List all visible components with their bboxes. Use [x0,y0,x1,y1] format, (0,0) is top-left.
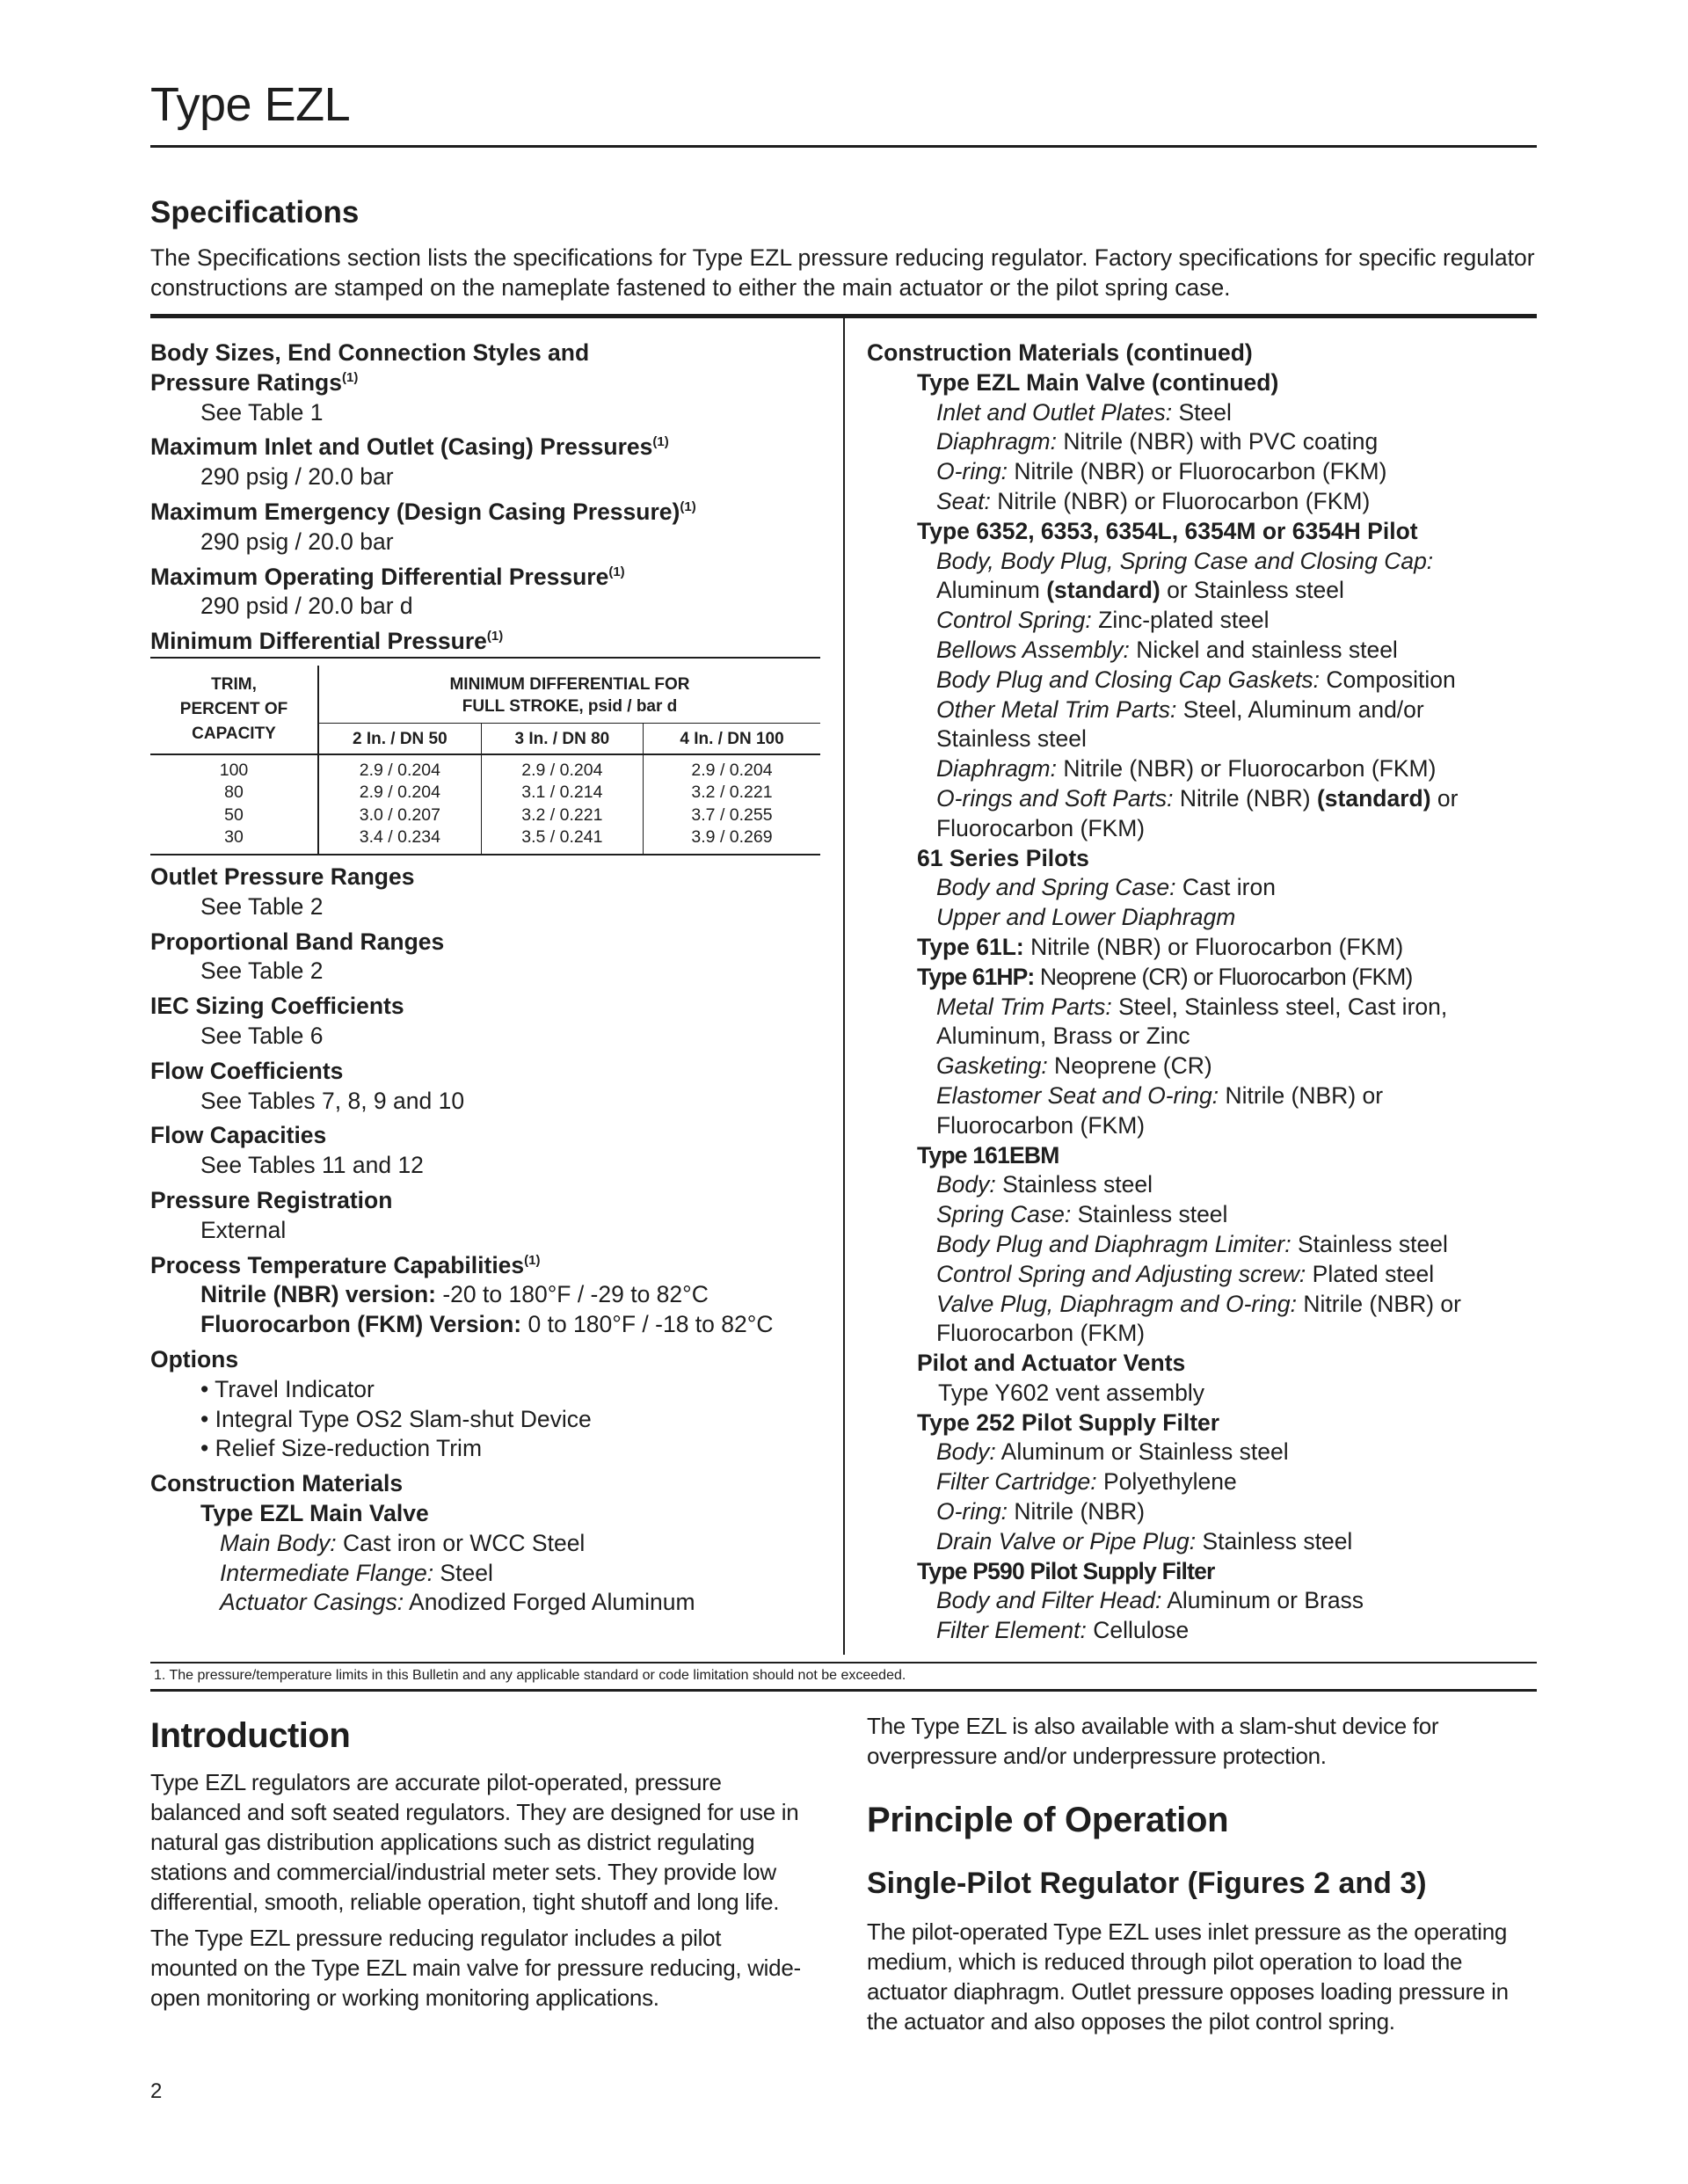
material-label: Gasketing: [936,1052,1048,1080]
spec-label: Nitrile (NBR) version: [200,1281,436,1308]
material-item [867,1230,1535,1260]
spec-heading-min-differential [150,627,827,657]
spec-subheading-252-filter: Type 252 Pilot Supply Filter [917,1409,1220,1436]
group-header [318,666,820,724]
material-value: Steel, Stainless steel, Cast iron, [1111,993,1448,1020]
material-value: Cast iron or WCC Steel [336,1529,586,1556]
spec-heading-text: Minimum Differential Pressure [150,628,487,655]
spec-text: 0 to 180°F / -18 to 82°C [521,1311,774,1338]
value-cell: 2.9 / 0.204 [318,782,481,804]
material-label: Type 61HP: [917,963,1035,990]
spec-heading-pressure-registration: Pressure Registration [150,1186,393,1213]
table-header-row [150,666,820,724]
material-label: Control Spring: [936,607,1092,634]
footnote-rule-bottom [150,1689,1537,1692]
footnote-ref: (1) [524,1252,541,1268]
material-item [867,1290,1535,1320]
spec-value: 290 psig / 20.0 bar [200,463,394,491]
value-cell: 3.9 / 0.269 [644,826,820,855]
material-item [867,1438,1535,1467]
value-cell: 3.2 / 0.221 [481,804,643,827]
material-item: Fluorocarbon (FKM) [936,814,1146,841]
spec-heading-text: Pressure Ratings [150,368,342,396]
option-item: • Travel Indicator [200,1375,375,1402]
material-item [867,695,1535,725]
spec-heading-body-sizes [150,339,827,398]
material-label: Body, Body Plug, Spring Case and Closing Cap: [936,547,1434,574]
material-label: Spring Case: [936,1201,1072,1228]
min-differential-table-wrap [150,657,820,855]
material-item: Fluorocarbon (FKM) [936,1111,1146,1139]
single-pilot-heading: Single-Pilot Regulator (Figures 2 and 3) [867,1867,1427,1900]
trim-cell: 50 [150,804,318,827]
spec-heading-temperature [150,1251,827,1281]
trim-cell: 80 [150,782,318,804]
material-item [867,1052,1535,1081]
material-label: Bellows Assembly: [936,636,1130,663]
spec-subheading-main-valve-cont: Type EZL Main Valve (continued) [917,368,1279,396]
material-value: Stainless steel [1071,1201,1228,1228]
material-item [867,666,1535,695]
option-item: • Integral Type OS2 Slam-shut Device [200,1405,592,1432]
material-value: or Stainless steel [1160,577,1344,604]
spec-value: 290 psid / 20.0 bar d [200,593,413,620]
spec-value-nbr [150,1280,827,1310]
material-item [150,1559,827,1589]
value-cell: 3.1 / 0.214 [481,782,643,804]
spec-value: 290 psig / 20.0 bar [200,528,394,555]
spec-value: See Tables 7, 8, 9 and 10 [200,1087,465,1114]
material-label: Body and Filter Head: [936,1587,1162,1614]
principle-paragraph: The pilot-operated Type EZL uses inlet pressure as the operating medium, which is reduced through pilot operation to load the actuator diaphragm. Outlet pressure opposes loading pressure in the actuator and also opposes the pilot control spring. [867,1918,1509,2035]
material-item [867,606,1535,636]
material-label: Control Spring and Adjusting screw: [936,1260,1306,1287]
spec-heading-proportional-band: Proportional Band Ranges [150,928,445,955]
material-item [867,754,1535,784]
spec-label: Fluorocarbon (FKM) Version: [200,1311,522,1338]
material-item [867,1200,1535,1230]
value-cell: 3.2 / 0.221 [691,783,773,803]
spec-subheading-161ebm: Type 161EBM [917,1141,1059,1168]
spec-heading-text: Body Sizes, End Connection Styles and [150,339,590,366]
spec-value: See Table 1 [200,398,324,426]
spec-heading-text: Maximum Operating Differential Pressure [150,563,609,590]
material-value: (standard) [1046,577,1160,604]
material-label: Filter Cartridge: [936,1468,1097,1496]
material-item [867,636,1535,666]
spec-heading-text: Maximum Emergency (Design Casing Pressure) [150,498,680,525]
value-cell: 2.9 / 0.204 [481,754,643,783]
material-item: Type Y602 vent assembly [938,1379,1204,1406]
spec-subheading-635x-pilot: Type 6352, 6353, 6354L, 6354M or 6354H Pilot [917,517,1418,544]
spec-value: See Table 2 [200,957,324,985]
material-label: Body: [936,1171,996,1198]
material-item [867,1586,1535,1616]
material-item [867,547,1535,577]
introduction-paragraph: The Type EZL pressure reducing regulator includes a pilot mounted on the Type EZL main valve for pressure reducing, wide-open monitoring or working monitoring applications. [150,1925,801,2011]
spec-heading-options: Options [150,1345,239,1372]
material-value: Anodized Forged Aluminum [404,1589,695,1616]
footnote-ref: (1) [680,499,696,515]
table-row [150,804,820,827]
material-value: Stainless steel [995,1171,1153,1198]
material-value: Stainless steel [1291,1230,1448,1257]
material-value: Zinc-plated steel [1091,607,1270,634]
material-label: Body and Spring Case: [936,874,1176,901]
spec-heading-text: Maximum Inlet and Outlet (Casing) Pressures [150,433,653,461]
material-label: Actuator Casings: [220,1589,404,1616]
material-value: Nitrile (NBR) [1008,1498,1146,1525]
material-value: Cast iron [1175,874,1276,901]
material-item [867,903,1535,933]
spec-value: See Table 6 [200,1022,324,1049]
spec-heading-max-emergency [150,498,827,528]
material-value: Composition [1320,666,1456,693]
introduction-paragraph: The Type EZL is also available with a slam-shut device for overpressure and/or underpressure protection. [867,1713,1439,1769]
material-label: Type 61L: [917,933,1024,960]
header-text: MINIMUM DIFFERENTIAL FOR [449,674,690,694]
footnote-ref: (1) [341,369,359,385]
material-item [867,963,1535,993]
material-value: Nitrile (NBR) or [1296,1290,1461,1317]
material-item: Stainless steel [936,725,1087,753]
spec-text: -20 to 180°F / -29 to 82°C [435,1281,709,1308]
size-header: 4 In. / DN 100 [644,724,820,754]
material-label: Inlet and Outlet Plates: [936,398,1173,426]
spec-subheading-main-valve: Type EZL Main Valve [200,1499,429,1526]
material-item [867,576,1535,606]
material-item: Aluminum, Brass or Zinc [936,1023,1190,1050]
specifications-heading: Specifications [150,195,360,229]
option-item: • Relief Size-reduction Trim [200,1435,483,1462]
spec-subheading-vents: Pilot and Actuator Vents [917,1350,1186,1377]
spec-heading-max-operating [150,563,827,593]
principle-heading: Principle of Operation [867,1801,1229,1839]
footnote-ref: (1) [608,564,625,579]
material-label: Body Plug and Diaphragm Limiter: [936,1230,1291,1257]
material-label: Other Metal Trim Parts: [936,695,1177,723]
material-value: Nitrile (NBR) or [1219,1081,1384,1109]
material-value: Nitrile (NBR) or Fluorocarbon (FKM) [1023,933,1404,960]
spec-value: See Table 2 [200,892,324,920]
material-label: Drain Valve or Pipe Plug: [936,1527,1197,1554]
footnote: 1. The pressure/temperature limits in this Bulletin and any applicable standard or code limitation should not be exceeded. [154,1668,906,1683]
size-header: 2 In. / DN 50 [318,724,481,754]
material-label: Valve Plug, Diaphragm and O-ring: [936,1290,1297,1317]
footnote-ref: (1) [486,629,504,644]
value-cell: 2.9 / 0.204 [691,760,773,780]
material-label: Metal Trim Parts: [936,993,1112,1020]
spec-heading-iec: IEC Sizing Coefficients [150,993,404,1020]
header-text: CAPACITY [192,724,276,743]
trim-cell: 30 [150,826,318,855]
size-header: 3 In. / DN 80 [481,724,643,754]
material-item [867,1260,1535,1290]
page-title: Type EZL [150,78,351,131]
material-value: Aluminum or Brass [1161,1587,1364,1614]
spec-heading-max-inlet [150,433,827,462]
material-item [867,1467,1535,1497]
material-item [150,1588,827,1618]
material-label: Seat: [936,487,991,514]
spec-value-fkm [150,1310,827,1340]
table-row [150,826,820,855]
material-value: Nitrile (NBR) [1173,784,1317,812]
material-item [867,1616,1535,1646]
spec-heading-flow-capacities: Flow Capacities [150,1122,327,1149]
value-cell: 3.4 / 0.234 [318,826,481,855]
material-label: Body Plug and Closing Cap Gaskets: [936,666,1321,693]
table-row [150,782,820,804]
material-label: Upper and Lower Diaphragm [936,904,1236,931]
footnote-rule-top [150,1662,1537,1663]
material-label: Filter Element: [936,1617,1087,1644]
header-text: FULL STROKE, psid / bar d [462,696,678,716]
spec-subheading-61-series: 61 Series Pilots [917,844,1089,871]
material-item [150,1529,827,1559]
material-label: Diaphragm: [936,755,1057,783]
material-label: Intermediate Flange: [220,1559,434,1586]
value-cell: 2.9 / 0.204 [318,754,481,783]
material-value: Aluminum [936,577,1047,604]
spec-heading-construction-cont: Construction Materials (continued) [867,339,1253,366]
material-value: Nitrile (NBR) or Fluorocarbon (FKM) [990,487,1371,514]
material-value: Polyethylene [1096,1468,1237,1496]
page-number: 2 [150,2079,163,2103]
spec-heading-flow-coefficients: Flow Coefficients [150,1057,344,1084]
material-item [867,1497,1535,1527]
material-item [867,1527,1535,1557]
material-item [867,1081,1535,1111]
value-cell: 3.0 / 0.207 [318,804,481,827]
material-item [867,398,1535,428]
spec-subheading-p590-filter: Type P590 Pilot Supply Filter [917,1557,1215,1584]
introduction-paragraph: Type EZL regulators are accurate pilot-operated, pressure balanced and soft seated regulators. They are designed for use in natural gas distribution applications such as district regulating stations and commercial/industrial meter sets. They provide low differential, smooth, reliable operation, tight shutoff and long life. [150,1769,799,1915]
material-value: Steel, Aluminum and/or [1176,695,1424,723]
specs-left-column [150,339,827,1618]
specs-right-column [867,339,1535,1646]
material-value: Nickel and stainless steel [1129,636,1398,663]
material-label: Elastomer Seat and O-ring: [936,1081,1219,1109]
specifications-intro: The Specifications section lists the specifications for Type EZL pressure reducing regulator. Factory specifications for specific regulator constructions are stamped on the nameplate fastened to either the main actuator or the pilot spring case. [150,244,1535,301]
material-value: Steel [433,1559,493,1586]
header-text: PERCENT OF [179,699,288,718]
material-value: (standard) [1316,784,1431,812]
material-value: Steel [1172,398,1232,426]
value-cell: 3.7 / 0.255 [691,804,773,825]
trim-cell: 100 [150,754,318,783]
introduction-heading: Introduction [150,1716,351,1755]
material-label: O-ring: [936,458,1008,485]
material-label: O-ring: [936,1498,1008,1525]
spec-value: See Tables 11 and 12 [200,1152,424,1179]
material-value: Aluminum or Stainless steel [995,1438,1289,1466]
material-value: Stainless steel [1196,1527,1353,1554]
material-label: Diaphragm: [936,428,1057,455]
material-item [867,427,1535,457]
material-item [867,784,1535,814]
material-item [867,457,1535,487]
material-value: Nitrile (NBR) with PVC coating [1056,428,1379,455]
material-label: Main Body: [220,1529,337,1556]
material-value: Nitrile (NBR) or Fluorocarbon (FKM) [1008,458,1387,485]
material-item [867,487,1535,517]
document-page [150,0,1537,2184]
trim-header [150,666,318,754]
value-cell: 3.5 / 0.241 [481,826,643,855]
material-value: or [1430,784,1459,812]
header-text: TRIM, [211,674,257,694]
material-value: Neoprene (CR) [1047,1052,1212,1080]
spec-heading-outlet-ranges: Outlet Pressure Ranges [150,863,415,890]
material-label: Body: [936,1438,996,1466]
column-divider [843,318,845,1655]
title-rule [150,145,1537,148]
spec-value: External [200,1216,287,1243]
material-value: Neoprene (CR) or Fluorocarbon (FKM) [1034,963,1413,990]
material-item [867,873,1535,903]
material-item [867,1170,1535,1200]
footnote-ref: (1) [652,434,669,450]
table-row [150,754,820,783]
material-item [867,933,1535,963]
spec-heading-construction: Construction Materials [150,1470,404,1497]
material-label: O-rings and Soft Parts: [936,784,1174,812]
material-item [867,993,1535,1023]
spec-heading-text: Process Temperature Capabilities [150,1251,525,1278]
min-differential-table [150,666,820,855]
material-item: Fluorocarbon (FKM) [936,1320,1146,1347]
material-value: Nitrile (NBR) or Fluorocarbon (FKM) [1056,755,1437,783]
material-value: Cellulose [1086,1617,1190,1644]
material-value: Plated steel [1306,1260,1435,1287]
